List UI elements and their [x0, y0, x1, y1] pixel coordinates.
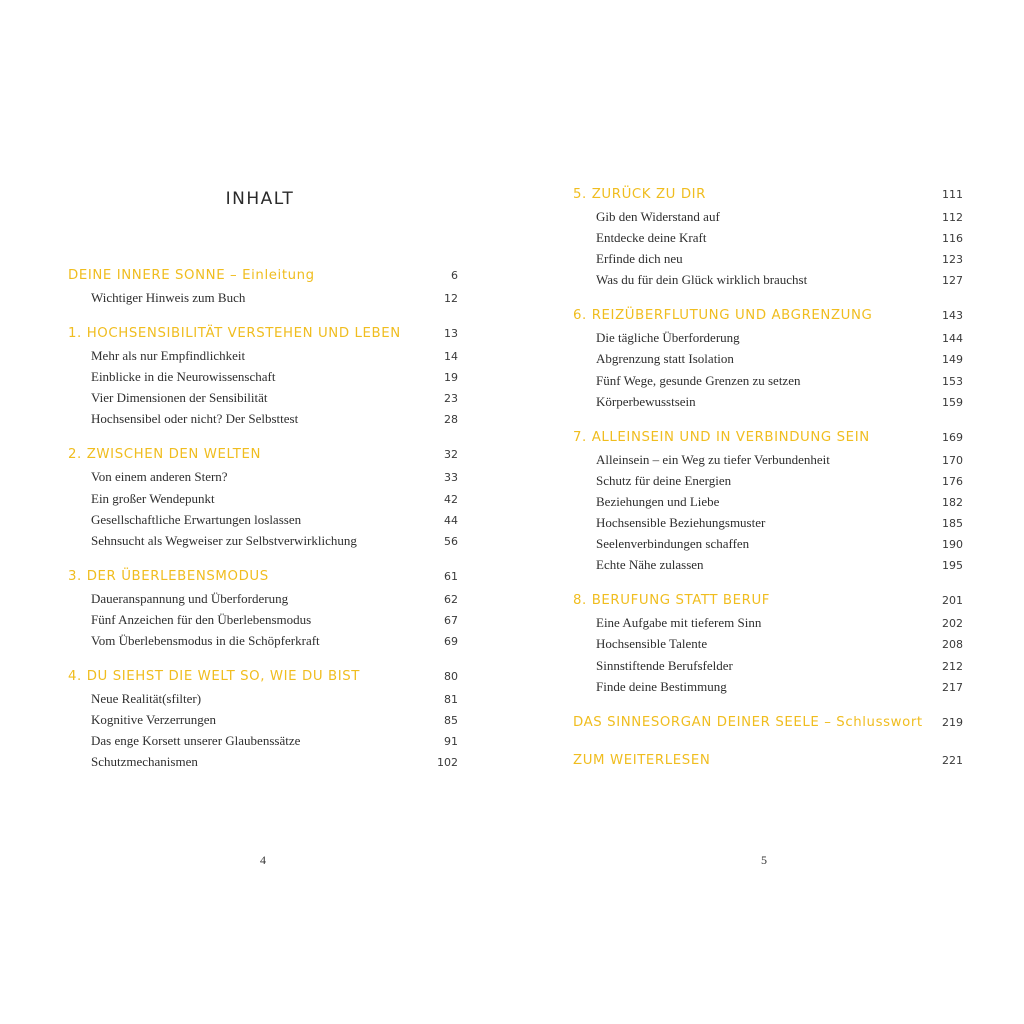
subsection-page-number: 185: [942, 517, 963, 531]
toc-subsection-entry[interactable]: [573, 209, 963, 230]
toc-subsection-entry[interactable]: [573, 330, 963, 351]
subsection-title: Was du für dein Glück wirklich brauchst: [596, 272, 808, 288]
toc-chapter-entry[interactable]: [68, 447, 458, 465]
subsection-page-number: 127: [942, 274, 963, 288]
chapter-page-number: 6: [451, 269, 458, 282]
subsection-page-number: 102: [437, 756, 458, 770]
subsection-page-number: 44: [444, 513, 458, 527]
toc-section: [573, 753, 963, 771]
toc-subsection-entry[interactable]: [68, 512, 458, 533]
subsection-title: Von einem anderen Stern?: [91, 469, 228, 485]
subsection-title: Eine Aufgabe mit tieferem Sinn: [596, 615, 762, 631]
subsection-title: Das enge Korsett unserer Glaubenssätze: [91, 733, 301, 749]
subsection-title: Entdecke deine Kraft: [596, 230, 707, 246]
chapter-title: 3. DER ÜBERLEBENSMODUS: [68, 568, 269, 584]
chapter-page-number: 169: [942, 430, 963, 444]
subsection-page-number: 14: [444, 350, 458, 364]
subsection-page-number: 123: [942, 253, 963, 267]
toc-chapter-entry[interactable]: [573, 430, 963, 448]
chapter-title: 5. ZURÜCK ZU DIR: [573, 187, 707, 202]
subsection-page-number: 19: [444, 371, 458, 385]
toc-subsection-entry[interactable]: [573, 679, 963, 700]
subsection-title: Hochsensible Beziehungsmuster: [596, 515, 766, 531]
toc-section: [68, 268, 458, 311]
subsection-title: Mehr als nur Empfindlichkeit: [91, 348, 246, 364]
toc-subsection-entry[interactable]: [68, 533, 458, 554]
subsection-title: Ein großer Wendepunkt: [91, 490, 215, 506]
subsection-title: Neue Realität(sfilter): [91, 691, 202, 707]
toc-chapter-entry[interactable]: [68, 268, 458, 286]
subsection-title: Schutz für deine Energien: [596, 472, 732, 488]
subsection-title: Fünf Anzeichen für den Überlebensmodus: [91, 611, 312, 627]
toc-section: [68, 669, 458, 775]
toc-subsection-entry[interactable]: [68, 390, 458, 411]
subsection-page-number: 42: [444, 492, 458, 506]
chapter-page-number: 80: [444, 670, 458, 684]
subsection-title: Daueranspannung und Überforderung: [91, 590, 289, 606]
subsection-title: Schutzmechanismen: [91, 754, 198, 770]
toc-subsection-entry[interactable]: [573, 230, 963, 251]
chapter-page-number: 111: [942, 188, 963, 201]
toc-subsection-entry[interactable]: [68, 754, 458, 775]
subsection-title: Vom Überlebensmodus in die Schöpferkraft: [91, 633, 320, 649]
subsection-title: Körperbewusstsein: [596, 393, 696, 409]
chapter-title: 6. REIZÜBERFLUTUNG UND ABGRENZUNG: [573, 308, 873, 324]
subsection-title: Alleinsein – ein Weg zu tiefer Verbundenheit: [596, 451, 830, 467]
toc-subsection-entry[interactable]: [573, 494, 963, 515]
subsection-title: Vier Dimensionen der Sensibilität: [91, 390, 268, 406]
subsection-page-number: 12: [444, 292, 458, 305]
subsection-title: Erfinde dich neu: [596, 251, 683, 267]
toc-chapter-entry[interactable]: [573, 308, 963, 326]
subsection-page-number: 176: [942, 474, 963, 488]
subsection-title: Fünf Wege, gesunde Grenzen zu setzen: [596, 372, 801, 388]
toc-subsection-entry[interactable]: [573, 658, 963, 679]
toc-section: [573, 715, 963, 733]
toc-subsection-entry[interactable]: [573, 373, 963, 394]
toc-subsection-entry[interactable]: [573, 452, 963, 473]
subsection-title: Hochsensible Talente: [596, 636, 708, 652]
toc-chapter-entry[interactable]: [68, 569, 458, 587]
subsection-page-number: 170: [942, 453, 963, 467]
toc-chapter-entry[interactable]: [68, 326, 458, 344]
toc-list-right: [573, 187, 963, 791]
subsection-page-number: 195: [942, 559, 963, 573]
subsection-title: Sehnsucht als Wegweiser zur Selbstverwirklichung: [91, 532, 357, 548]
chapter-title: 4. DU SIEHST DIE WELT SO, WIE DU BIST: [68, 669, 360, 685]
toc-subsection-entry[interactable]: [573, 473, 963, 494]
page-number-left: 4: [260, 853, 266, 867]
chapter-page-number: 201: [942, 594, 963, 608]
subsection-title: Wichtiger Hinweis zum Buch: [91, 290, 246, 305]
toc-subsection-entry[interactable]: [573, 394, 963, 415]
toc-chapter-entry[interactable]: [573, 593, 963, 611]
subsection-page-number: 144: [942, 332, 963, 346]
subsection-page-number: 33: [444, 471, 458, 485]
subsection-page-number: 116: [942, 232, 963, 246]
chapter-title: 2. ZWISCHEN DEN WELTEN: [68, 447, 261, 463]
subsection-page-number: 62: [444, 592, 458, 606]
subsection-title: Einblicke in die Neurowissenschaft: [91, 369, 276, 385]
toc-subsection-entry[interactable]: [68, 633, 458, 654]
subsection-page-number: 212: [942, 659, 963, 673]
subsection-title: Echte Nähe zulassen: [596, 557, 704, 573]
toc-subsection-entry[interactable]: [68, 591, 458, 612]
toc-chapter-entry[interactable]: [573, 715, 963, 733]
subsection-title: Seelenverbindungen schaffen: [596, 536, 750, 552]
toc-subsection-entry[interactable]: [573, 557, 963, 578]
subsection-title: Gesellschaftliche Erwartungen loslassen: [91, 511, 302, 527]
subsection-page-number: 182: [942, 495, 963, 509]
subsection-title: Finde deine Bestimmung: [596, 678, 727, 694]
toc-chapter-entry[interactable]: [573, 187, 963, 205]
subsection-page-number: 91: [444, 735, 458, 749]
subsection-page-number: 56: [444, 534, 458, 548]
subsection-title: Beziehungen und Liebe: [596, 493, 720, 509]
subsection-title: Die tägliche Überforderung: [596, 330, 740, 346]
subsection-title: Kognitive Verzerrungen: [91, 712, 217, 728]
toc-section: [573, 430, 963, 579]
toc-chapter-entry[interactable]: [573, 753, 963, 771]
subsection-page-number: 153: [942, 374, 963, 388]
toc-subsection-entry[interactable]: [573, 615, 963, 636]
toc-subsection-entry[interactable]: [68, 712, 458, 733]
toc-subsection-entry[interactable]: [68, 733, 458, 754]
chapter-page-number: 13: [444, 327, 458, 341]
toc-section: [573, 308, 963, 414]
toc-subsection-entry[interactable]: [68, 491, 458, 512]
subsection-page-number: 28: [444, 413, 458, 427]
subsection-page-number: 208: [942, 638, 963, 652]
subsection-page-number: 202: [942, 617, 963, 631]
subsection-title: Abgrenzung statt Isolation: [596, 351, 734, 367]
toc-subsection-entry[interactable]: [573, 272, 963, 293]
toc-section: [68, 447, 458, 553]
subsection-title: Sinnstiftende Berufsfelder: [596, 657, 733, 673]
toc-section: [573, 187, 963, 293]
page-number-right: 5: [761, 853, 767, 867]
toc-subsection-entry[interactable]: [573, 251, 963, 272]
right-page: [512, 0, 1024, 1024]
subsection-page-number: 149: [942, 353, 963, 367]
chapter-title: 7. ALLEINSEIN UND IN VERBINDUNG SEIN: [573, 429, 870, 445]
toc-chapter-entry[interactable]: [68, 669, 458, 687]
toc-subsection-entry[interactable]: [573, 351, 963, 372]
subsection-page-number: 67: [444, 613, 458, 627]
toc-heading: INHALT: [225, 189, 295, 209]
chapter-title: 8. BERUFUNG STATT BERUF: [573, 593, 771, 609]
toc-subsection-entry[interactable]: [68, 369, 458, 390]
subsection-title: Hochsensibel oder nicht? Der Selbsttest: [91, 411, 299, 427]
subsection-page-number: 85: [444, 714, 458, 728]
subsection-page-number: 217: [942, 680, 963, 694]
chapter-title: DEINE INNERE SONNE – Einleitung: [68, 268, 315, 283]
toc-subsection-entry[interactable]: [68, 691, 458, 712]
toc-subsection-entry[interactable]: [68, 612, 458, 633]
subsection-page-number: 159: [942, 395, 963, 409]
chapter-title: ZUM WEITERLESEN: [573, 752, 711, 768]
subsection-page-number: 190: [942, 538, 963, 552]
toc-subsection-entry[interactable]: [68, 348, 458, 369]
chapter-page-number: 219: [942, 715, 963, 729]
chapter-page-number: 143: [942, 309, 963, 323]
chapter-page-number: 61: [444, 569, 458, 583]
toc-section: [68, 569, 458, 654]
subsection-page-number: 69: [444, 635, 458, 649]
subsection-title: Gib den Widerstand auf: [596, 209, 720, 224]
chapter-title: DAS SINNESORGAN DEINER SEELE – Schlusswort: [573, 714, 923, 730]
toc-subsection-entry[interactable]: [573, 515, 963, 536]
toc-section: [573, 593, 963, 699]
toc-subsection-entry[interactable]: [573, 636, 963, 657]
toc-section: [68, 326, 458, 432]
toc-subsection-entry[interactable]: [573, 536, 963, 557]
chapter-title: 1. HOCHSENSIBILITÄT VERSTEHEN UND LEBEN: [68, 326, 401, 342]
chapter-page-number: 221: [942, 753, 963, 767]
toc-subsection-entry[interactable]: [68, 469, 458, 490]
toc-list-left: [68, 268, 458, 791]
toc-subsection-entry[interactable]: [68, 411, 458, 432]
toc-subsection-entry[interactable]: [68, 290, 458, 311]
chapter-page-number: 32: [444, 448, 458, 462]
subsection-page-number: 112: [942, 211, 963, 224]
subsection-page-number: 81: [444, 693, 458, 707]
subsection-page-number: 23: [444, 392, 458, 406]
